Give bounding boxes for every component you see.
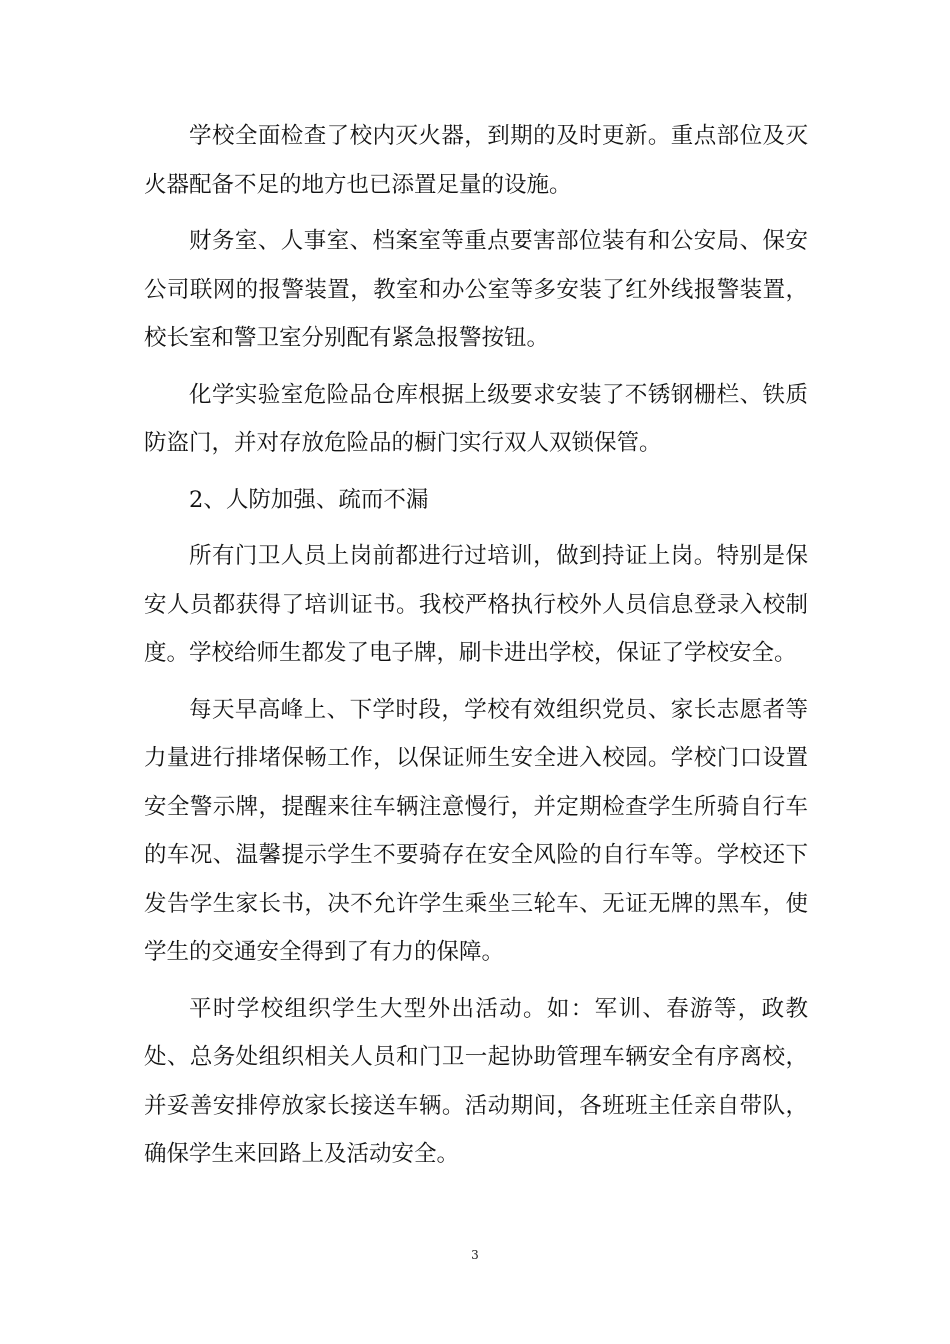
paragraph-fire-extinguishers: 学校全面检查了校内灭火器，到期的及时更新。重点部位及灭火器配备不足的地方也已添置足量的设施。: [144, 123, 808, 198]
paragraph-guard-training: 所有门卫人员上岗前都进行过培训，做到持证上岗。特别是保安人员都获得了培训证书。我校严格执行校外人员信息登录入校制度。学校给师生都发了电子牌，刷卡进出学校，保证了学校安全。: [144, 543, 808, 666]
paragraph-chemical-storage: 化学实验室危险品仓库根据上级要求安装了不锈钢栅栏、铁质防盗门，并对存放危险品的橱门实行双人双锁保管。: [144, 381, 808, 456]
section-heading-personnel: 2、人防加强、疏而不漏: [189, 486, 429, 513]
paragraph-alarm-devices: 财务室、人事室、档案室等重点要害部位装有和公安局、保安公司联网的报警装置，教室和办公室等多安装了红外线报警装置，校长室和警卫室分别配有紧急报警按钮。: [144, 228, 808, 351]
paragraph-outdoor-activities: 平时学校组织学生大型外出活动。如：军训、春游等，政教处、总务处组织相关人员和门卫一起协助管理车辆安全有序离校，并妥善安排停放家长接送车辆。活动期间，各班班主任亲自带队，确保学生来回路上及活动安全。: [144, 995, 808, 1167]
page-number: 3: [471, 1248, 479, 1262]
document-body: [144, 112, 808, 1187]
paragraph-traffic-safety: 每天早高峰上、下学时段，学校有效组织党员、家长志愿者等力量进行排堵保畅工作，以保证师生安全进入校园。学校门口设置安全警示牌，提醒来往车辆注意慢行，并定期检查学生所骑自行车的车况、温馨提示学生不要骑存在安全风险的自行车等。学校还下发告学生家长书，决不允许学生乘坐三轮车、无证无牌的黑车，使学生的交通安全得到了有力的保障。: [144, 696, 808, 965]
